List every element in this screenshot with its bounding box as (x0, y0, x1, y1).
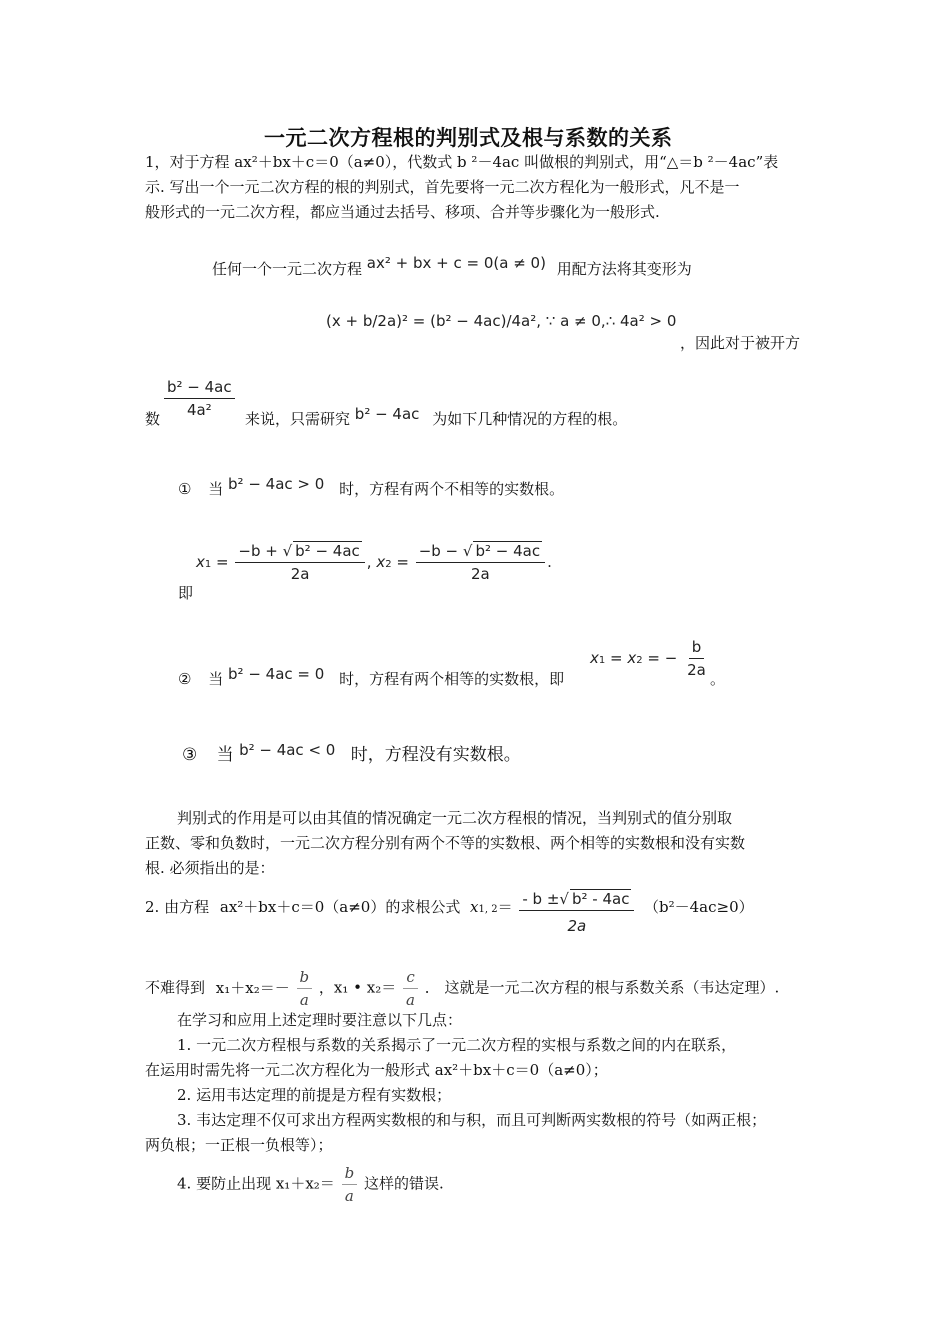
nan-text: 不难得到 (145, 978, 206, 997)
general-equation: ax² + bx + c = 0(a ≠ 0) (366, 254, 546, 272)
section-2-line (145, 896, 460, 917)
root-formula: x1, 2＝ $\frac{\text{- b ±√ b² - 4ac}}{2a}$ (470, 888, 636, 941)
case-1 (178, 475, 565, 499)
case-1-condition: b² − 4ac > 0 (228, 475, 325, 493)
note-4a: 4. 要防止出现 x₁＋x₂＝ (177, 1174, 335, 1193)
note-2: 2. 运用韦达定理的前提是方程有实数根； (177, 1086, 452, 1104)
case-1-ji: 即 (178, 584, 194, 602)
case-1-text: 时，方程有两个不相等的实数根。 (339, 480, 565, 498)
intro-line-1: 1，对于方程 ax²＋bx＋c＝0（a≠0），代数式 b ²－4ac 叫做根的判别式，用“△＝b ²－4ac”表 (145, 153, 779, 171)
laishuo: 来说，只需研究 (245, 410, 351, 428)
purpose-text: 为如下几种情况的方程的根。 (432, 410, 628, 428)
case-2-text: 时，方程有两个相等的实数根，即 (339, 670, 565, 688)
sum-lhs: x₁＋x₂＝－ (215, 978, 290, 997)
case-2 (178, 665, 565, 689)
case-1-dang: 当 (208, 480, 224, 498)
notes-intro: 在学习和应用上述定理时要注意以下几点： (177, 1011, 463, 1029)
note-1b: 在运用时需先将一元二次方程化为一般形式 ax²＋bx＋c＝0（a≠0）； (145, 1061, 608, 1079)
shu-text: 数 (145, 410, 161, 428)
intro-line-3: 般形式的一元二次方程，都应当通过去括号、移项、合并等步骤化为一般形式. (145, 203, 660, 221)
case-2-end: 。 (710, 670, 726, 688)
derivation-tail: 用配方法将其变形为 (556, 260, 692, 278)
radicand-fraction: $\frac{\text{b² − 4ac}}{\text{4a²}}$ (162, 376, 237, 421)
case-1-number: ① (178, 480, 192, 498)
case-3-number: ③ (182, 745, 198, 765)
complete-square-formula (326, 300, 677, 330)
note-4b: 这样的错误. (363, 1174, 444, 1193)
vieta-line: 不难得到 x₁＋x₂＝－ $\frac{b}{a}$ ，x₁ • x₂＝ $\frac{c}{a}$ ． 这就是一元二次方程的根与系数关系（韦达定理）. (145, 968, 780, 1009)
case-3-text: 时，方程没有实数根。 (350, 745, 521, 765)
equal-roots-formula: x1 = x2 = − $\frac{b}{2a}$ (590, 638, 706, 679)
section-2-lead: 2. 由方程 (145, 898, 210, 916)
role-line-2: 正数、零和负数时，一元二次方程分别有两个不等的实数根、两个相等的实数根和没有实数 (145, 834, 746, 852)
case-3-dang: 当 (216, 745, 234, 765)
intro-line-2: 示. 写出一个一元二次方程的根的判别式，首先要将一元二次方程化为一般形式，凡不是一 (145, 178, 740, 196)
intro-paragraph (145, 150, 778, 225)
laishuo-text (245, 405, 628, 429)
note-1a: 1. 一元二次方程根与系数的关系揭示了一元二次方程的实根与系数之间的内在联系， (177, 1036, 737, 1054)
case-2-number: ② (178, 670, 192, 688)
therefore-text: ，因此对于被开方 (680, 334, 801, 352)
role-paragraph (145, 806, 745, 881)
role-line-1: 判别式的作用是可以由其值的情况确定一元二次方程根的情况，当判别式的值分别取 (177, 809, 733, 827)
case-3-condition: b² − 4ac < 0 (239, 741, 336, 759)
notes-list (145, 1008, 766, 1158)
section-2-eq: ax²＋bx＋c＝0（a≠0）的求根公式 (219, 898, 461, 916)
page-title: 一元二次方程根的判别式及根与系数的关系 (264, 125, 673, 150)
vieta-text: ． 这就是一元二次方程的根与系数关系（韦达定理）. (424, 978, 780, 997)
two-roots-formula: x1 = $\frac{\text{−b + √ b² − 4ac}}{2a}$ , x2 = $\frac{\text{−b − √ b² − 4ac}}{2a}$ . (196, 542, 552, 583)
case-2-condition: b² − 4ac = 0 (228, 665, 325, 683)
root-condition: （b²－4ac≥0） (644, 898, 754, 916)
derivation-line (212, 254, 692, 279)
complete-square-text: (x + b/2a)² = (b² − 4ac)/4a², ∵ a ≠ 0,∴ 4a² > 0 (326, 312, 677, 330)
derivation-lead: 任何一个一元二次方程 (212, 260, 363, 278)
note-3a: 3. 韦达定理不仅可求出方程两实数根的和与积，而且可判断两实数根的符号（如两正根； (177, 1111, 767, 1129)
note-4: 4. 要防止出现 x₁＋x₂＝ $\frac{b}{a}$ 这样的错误. (177, 1164, 444, 1205)
note-3b: 两负根；一正根一负根等）； (145, 1136, 333, 1154)
discriminant: b² − 4ac (354, 405, 420, 423)
x12-symbol: x (470, 898, 479, 916)
case-2-dang: 当 (208, 670, 224, 688)
case-3 (182, 740, 521, 765)
prod-lhs: ，x₁ • x₂＝ (318, 978, 397, 997)
role-line-3: 根. 必须指出的是： (145, 859, 275, 877)
